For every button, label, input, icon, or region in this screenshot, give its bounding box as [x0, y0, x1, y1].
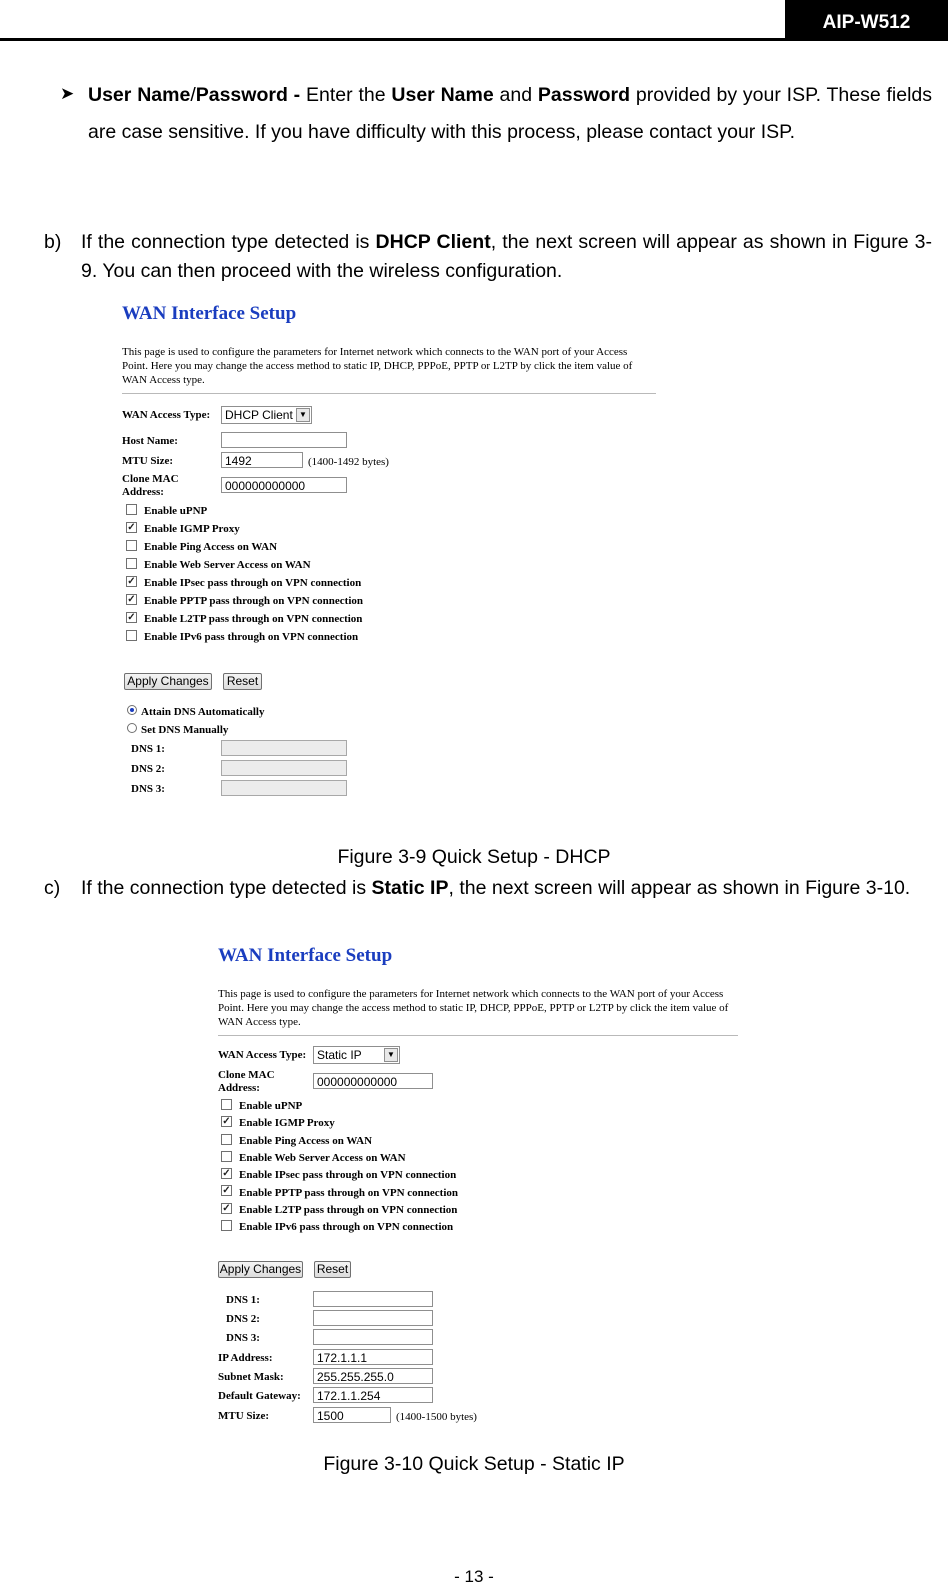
figure-3-9-caption: Figure 3-9 Quick Setup - DHCP: [337, 846, 611, 868]
option-checkbox-row[interactable]: [126, 629, 358, 645]
checkbox-unchecked-icon[interactable]: [126, 540, 137, 551]
option-label: Enable IPv6 pass through on VPN connection: [239, 1221, 454, 1234]
page-description: This page is used to configure the parameters for Internet network which connects to the WAN port of your Access Point. Here you may change the access method to static IP, DHCP, PPPoE, PPTP or L2TP by click the item value of WAN Access type.: [218, 988, 729, 1028]
figure-dhcp-screenshot: [122, 303, 658, 803]
bullet-paragraph: User Name/Password - Enter the User Name and Password provided by your ISP. These fields are case sensitive. If you have difficulty with this process, please contact your ISP.: [88, 84, 933, 143]
checkbox-checked-icon[interactable]: ✓: [127, 521, 136, 533]
apply-changes-button[interactable]: Apply Changes: [124, 673, 212, 690]
page-description: This page is used to configure the parameters for Internet network which connects to the WAN port of your Access Point. Here you may change the access method to static IP, DHCP, PPPoE, PPTP or L2TP by click the item value of WAN Access type.: [122, 346, 633, 386]
radio-selected-icon: [127, 705, 137, 715]
option-label: Enable L2TP pass through on VPN connection: [239, 1203, 458, 1216]
reset-button[interactable]: Reset: [223, 673, 262, 690]
wan-access-type-label: WAN Access Type:: [218, 1049, 307, 1061]
page-title: WAN Interface Setup: [218, 945, 393, 966]
header-model-tab: AIP-W512: [785, 0, 948, 41]
checkbox-unchecked-icon[interactable]: [221, 1220, 232, 1231]
checkbox-unchecked-icon[interactable]: [126, 558, 137, 569]
ip-address-label: IP Address:: [218, 1352, 273, 1364]
mtu-size-input[interactable]: 1492: [221, 452, 303, 468]
option-checkbox-row[interactable]: [221, 1202, 457, 1218]
dns2-input[interactable]: [313, 1310, 433, 1326]
dns2-input[interactable]: [221, 760, 347, 776]
divider: [122, 393, 656, 394]
option-checkbox-row[interactable]: [126, 611, 362, 627]
checkbox-checked-icon[interactable]: ✓: [222, 1185, 231, 1197]
ip-address-input[interactable]: 172.1.1.1: [313, 1349, 433, 1365]
option-label: Enable IPsec pass through on VPN connection: [144, 577, 362, 589]
dns1-label: DNS 1:: [131, 743, 165, 755]
option-label: Enable IGMP Proxy: [239, 1117, 335, 1130]
dns3-input[interactable]: [313, 1329, 433, 1345]
option-checkbox-row[interactable]: [126, 521, 240, 537]
dns-manual-radio[interactable]: Set DNS Manually: [127, 722, 228, 738]
checkbox-checked-icon[interactable]: ✓: [222, 1202, 231, 1214]
dns1-input[interactable]: [221, 740, 347, 756]
apply-changes-button[interactable]: Apply Changes: [219, 1262, 302, 1276]
checkbox-unchecked-icon[interactable]: [126, 630, 137, 641]
dns-auto-radio[interactable]: Attain DNS Automatically: [127, 704, 264, 720]
dns1-input[interactable]: [313, 1291, 433, 1307]
host-name-label: Host Name:: [122, 435, 178, 447]
checkbox-unchecked-icon[interactable]: [221, 1151, 232, 1162]
options-list: [221, 1098, 621, 1238]
figure-3-10-caption: Figure 3-10 Quick Setup - Static IP: [323, 1453, 625, 1475]
chevron-down-icon: ▼: [384, 1048, 398, 1062]
mtu-size-input[interactable]: 1500: [313, 1407, 391, 1423]
radio-unselected-icon: [127, 723, 137, 733]
options-list: [126, 503, 526, 653]
option-label: Enable uPNP: [239, 1100, 303, 1112]
option-checkbox-row[interactable]: [221, 1167, 456, 1183]
divider: [218, 1035, 738, 1036]
checkbox-checked-icon[interactable]: ✓: [222, 1116, 231, 1128]
clone-mac-input[interactable]: 000000000000: [313, 1073, 433, 1089]
option-checkbox-row[interactable]: [126, 557, 311, 573]
option-checkbox-row[interactable]: [126, 539, 277, 555]
option-label: Enable Web Server Access on WAN: [144, 559, 311, 571]
wan-access-type-select[interactable]: Static IP ▼: [313, 1046, 400, 1064]
option-label: Enable IPv6 pass through on VPN connection: [144, 631, 359, 643]
option-checkbox-row[interactable]: [221, 1185, 458, 1201]
page-number: - 13 -: [454, 1567, 494, 1586]
dns1-label: DNS 1:: [226, 1294, 260, 1306]
dns3-input[interactable]: [221, 780, 347, 796]
option-label: Enable IGMP Proxy: [144, 523, 240, 535]
option-checkbox-row[interactable]: [221, 1098, 302, 1114]
wan-access-type-select[interactable]: DHCP Client ▼: [221, 406, 312, 424]
mtu-size-label: MTU Size:: [122, 455, 174, 467]
option-checkbox-row[interactable]: [221, 1133, 372, 1149]
option-checkbox-row[interactable]: [126, 593, 363, 609]
checkbox-unchecked-icon[interactable]: [221, 1099, 232, 1110]
option-label: Enable L2TP pass through on VPN connection: [144, 613, 363, 625]
mtu-size-label: MTU Size:: [218, 1410, 270, 1422]
item-b-label: b): [44, 231, 62, 253]
default-gateway-label: Default Gateway:: [218, 1390, 301, 1402]
option-label: Enable PPTP pass through on VPN connection: [144, 595, 364, 607]
item-c-text: If the connection type detected is Static IP, the next screen will appear as shown in Figure 3-10.: [81, 877, 911, 899]
clone-mac-input[interactable]: 000000000000: [221, 477, 347, 493]
option-checkbox-row[interactable]: [221, 1219, 453, 1235]
option-label: Enable Web Server Access on WAN: [239, 1151, 406, 1164]
mtu-range-note: (1400-1500 bytes): [396, 1411, 477, 1423]
option-label: Enable Ping Access on WAN: [144, 541, 278, 553]
clone-mac-label: Clone MAC Address:: [218, 1069, 275, 1094]
option-checkbox-row[interactable]: [221, 1150, 406, 1166]
subnet-mask-input[interactable]: 255.255.255.0: [313, 1368, 433, 1384]
wan-access-type-label: WAN Access Type:: [122, 409, 211, 421]
checkbox-checked-icon[interactable]: ✓: [222, 1168, 231, 1180]
bullet-arrow-icon: ➤: [60, 84, 75, 103]
checkbox-checked-icon[interactable]: ✓: [127, 593, 136, 605]
subnet-mask-label: Subnet Mask:: [218, 1371, 284, 1383]
dns2-label: DNS 2:: [131, 763, 165, 775]
host-name-input[interactable]: [221, 432, 347, 448]
option-checkbox-row[interactable]: [126, 575, 361, 591]
mtu-range-note: (1400-1492 bytes): [308, 456, 389, 468]
dns2-label: DNS 2:: [226, 1313, 260, 1325]
checkbox-unchecked-icon[interactable]: [221, 1134, 232, 1145]
chevron-down-icon: ▼: [296, 408, 310, 422]
option-checkbox-row[interactable]: [221, 1115, 335, 1131]
option-label: Enable Ping Access on WAN: [239, 1134, 373, 1147]
clone-mac-label: Clone MAC Address:: [122, 473, 179, 498]
checkbox-checked-icon[interactable]: ✓: [127, 575, 136, 587]
dns3-label: DNS 3:: [131, 783, 165, 795]
option-checkbox-row[interactable]: [126, 503, 207, 519]
option-label: Enable IPsec pass through on VPN connection: [239, 1169, 457, 1182]
item-c-label: c): [44, 877, 61, 899]
checkbox-unchecked-icon[interactable]: [126, 504, 137, 515]
figure-static-ip-screenshot: [218, 945, 738, 1445]
reset-button[interactable]: Reset: [314, 1261, 351, 1278]
option-label: Enable uPNP: [144, 505, 208, 517]
dns3-label: DNS 3:: [226, 1332, 260, 1344]
checkbox-checked-icon[interactable]: ✓: [127, 611, 136, 623]
default-gateway-input[interactable]: 172.1.1.254: [313, 1387, 433, 1403]
item-b-text: If the connection type detected is DHCP Client, the next screen will appear as shown in Figure 3-9. You can then proceed with the wireless configuration.: [81, 231, 932, 282]
option-label: Enable PPTP pass through on VPN connection: [239, 1186, 459, 1199]
page-title: WAN Interface Setup: [122, 303, 297, 324]
